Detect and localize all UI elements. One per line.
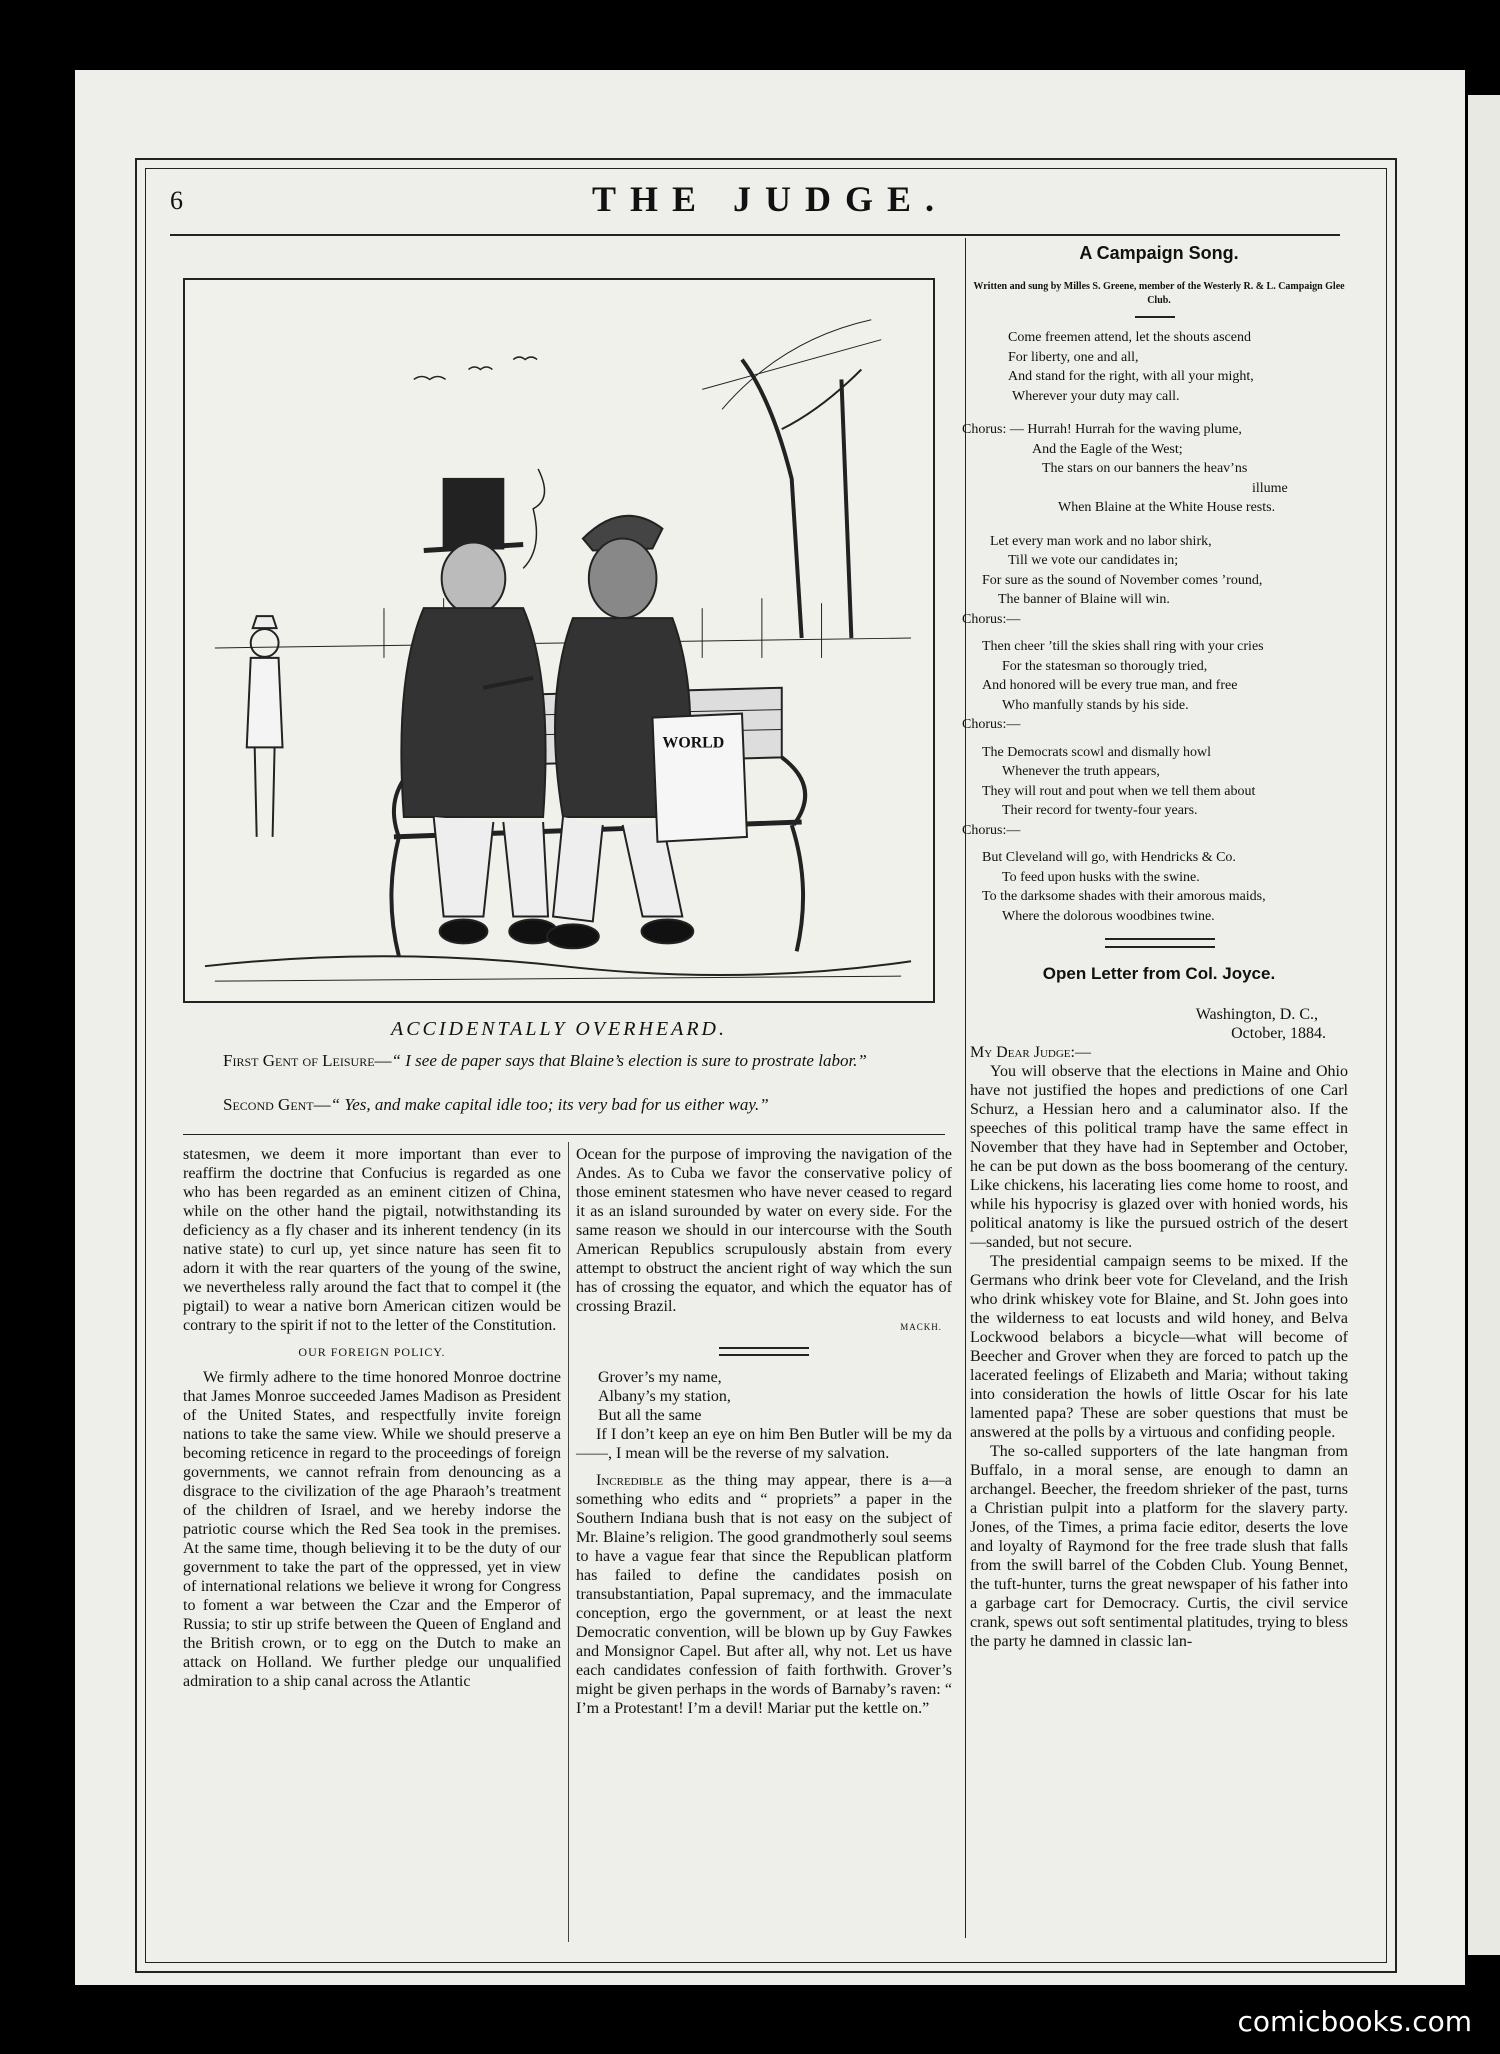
masthead-title: THE JUDGE.: [591, 179, 949, 219]
song-line: Till we vote our candidates in;: [1008, 553, 1179, 568]
song-line: illume: [1252, 480, 1288, 496]
song-chorus-line: Chorus:—: [962, 717, 1021, 732]
newspaper-sign: WORLD: [662, 734, 725, 752]
page-number: 6: [170, 186, 183, 215]
campaign-song-credit: Written and sung by Milles S. Greene, member of the Westerly R. & L. Campaign Glee Club.: [973, 281, 1345, 306]
cartoon-illustration: [183, 278, 935, 1003]
song-line: For sure as the sound of November comes ’round,: [982, 572, 1263, 588]
song-line: Wherever your duty may call.: [1012, 388, 1180, 404]
campaign-song-lyrics: [962, 328, 1352, 926]
campaign-song-title: A Campaign Song.: [1079, 243, 1239, 263]
song-line: To feed upon husks with the swine.: [1002, 869, 1200, 885]
paragraph-3-body: as the thing may appear, there is a—a something who edits and “ propriets” a paper in the Southern Indiana bush that is not easy on the subject of Mr. Blaine’s religion. The good grandmotherly soul seems to have a vague fear that since the Republican platform has failed to define the candidates posish on transubstantiation, Papal supremacy, and the immaculate conception, ergo the government, or at least the next Democratic convention, will be blown up by Guy Fawkes and Monsignor Capel. But after all, why not. Let us have each candidates confession of faith forthwith. Grover’s might be given perhaps in the words of Barnaby’s raven: “ I’m a Protestant! I’m a devil! Mariar put the kettle on.”: [576, 1472, 952, 1717]
section-double-rule: [719, 1347, 809, 1356]
column-divider-left: [568, 1142, 569, 1942]
column-2-paragraph-1: Ocean for the purpose of improving the navigation of the Andes. As to Cuba we favor the conservative policy of those eminent statesmen who have never ceased to regard it as an island surounded by water on every side. For the same reason we should in our intercourse with the South American Republics scrupulously abstain from every attempt to obstruct the ancient right of way which the sun has of crossing the equator, and which the equator has of crossing Brazil.: [576, 1146, 952, 1315]
song-line: The stars on our banners the heav’ns: [1042, 461, 1248, 476]
letter-salutation: My Dear Judge:—: [970, 1044, 1091, 1061]
open-letter-title: Open Letter from Col. Joyce.: [1042, 964, 1276, 983]
song-line: Then cheer ’till the skies shall ring with your cries: [982, 639, 1264, 654]
letter-paragraph-2: The presidential campaign seems to be mixed. If the Germans who drink beer vote for Cleveland, and the Irish who drink whiskey vote for Blaine, and St. John goes into the wilderness to eat locusts and wild honey, and Belva Lockwood belabors a bicycle—what will become of Beecher and Grover when they are forced to patch up the lacerated feelings of Elizabeth and Maria; without taking into consideration the howls of little Oscar for his late lamented papa? These are sober questions that must be answered at the polls by a virtuous and confiding people.: [970, 1253, 1348, 1441]
song-line: Come freemen attend, let the shouts ascend: [1008, 330, 1251, 345]
caption-speaker-2: Second Gent—: [223, 1095, 331, 1114]
cartoon-caption-title: ACCIDENTALLY OVERHEARD.: [390, 1018, 727, 1040]
song-line: Who manfully stands by his side.: [1002, 697, 1189, 713]
column-2-article: [576, 1145, 952, 1718]
song-line: Let every man work and no labor shirk,: [990, 533, 1212, 549]
song-line: And the Eagle of the West;: [1032, 441, 1183, 457]
song-line: The banner of Blaine will win.: [998, 592, 1170, 607]
song-credit-rule: [1135, 316, 1175, 318]
song-line: The Democrats scowl and dismally howl: [982, 744, 1212, 760]
site-watermark: comicbooks.com: [1237, 2005, 1472, 2038]
song-line: Their record for twenty-four years.: [1002, 803, 1198, 818]
column-1-paragraph-1: statesmen, we deem it more important than ever to reaffirm the doctrine that Confucius is regarded as one who has been regarded as an eminent citizen of China, while on the other hand the pigtail, notwithstanding its deficiency as a fly chaser and its inherent tendency (in its native state) to curl up, yet since nature has seen fit to adorn it with the rear quarters of the young of the swine, we nevertheless rally around the fact that to compel it (the pigtail) to wear a native born American citizen would be contrary to the spirit if not to the letter of the Constitution.: [183, 1146, 561, 1334]
song-line: When Blaine at the White House rests.: [1058, 500, 1276, 515]
song-line: Whenever the truth appears,: [1002, 764, 1160, 779]
letter-paragraph-3: The so-called supporters of the late hangman from Buffalo, in a moral sense, are enough to damn an archangel. Beecher, the freedom shrieker of the past, turns a Christian pulpit into a platform for the slavery party. Jones, of the Times, a prima facie editor, deserts the love and loyalty of Raymond for the free trade slush that falls from the swill barrel of the Cobden Club. Young Bennet, the tuft-hunter, turns the great newspaper of his father into a garbage cart for Democracy. Curtis, the civil service crank, spews out soft sentimental platitudes, trying to bless the party he damned in classic lan-: [970, 1443, 1348, 1650]
song-line: For the statesman so thorougly tried,: [1002, 658, 1208, 674]
caption-speaker-1: First Gent of Leisure—: [223, 1051, 392, 1070]
song-chorus-line: Chorus:—: [962, 822, 1021, 838]
column-2-paragraph-3: [576, 1471, 952, 1718]
column-1-paragraph-2: We firmly adhere to the time honored Monroe doctrine that James Monroe succeeded James Madison as President of the United States, and respectfully invite foreign nations to take the same view. While we should preserve a becoming reticence in regard to the proceedings of foreign governments, we cannot refrain from denouncing as a disgrace to the civilization of the age Pharaoh’s treatment of the children of Israel, and we hereby indorse the patriotic course which the Red Sea took in the premises. At the same time, though believing it to be the duty of our government to take the part of the oppressed, yet in view of international relations we believe it wrong for Congress to foment a war between the Czar and the Emperor of Russia; to stir up strife between the Queen of England and the British crown, or to egg on the Dutch to make an attack on Holland. We further pledge our unqualified admiration to a ship canal across the Atlantic: [183, 1369, 561, 1690]
song-line: To the darksome shades with their amorous maids,: [982, 889, 1266, 904]
song-line: But Cleveland will go, with Hendricks & Co.: [982, 850, 1236, 865]
song-line: And honored will be every true man, and free: [982, 678, 1238, 693]
song-line: They will rout and pout when we tell them about: [982, 783, 1256, 799]
verse-line-3: But all the same: [598, 1407, 702, 1424]
caption-quote-2: “ Yes, and make capital idle too; its very bad for us either way.”: [330, 1095, 769, 1114]
letter-date: October, 1884.: [1231, 1025, 1326, 1042]
column-2-paragraph-2: If I don’t keep an eye on him Ben Butler will be my da——, I mean will be the reverse of my salvation.: [576, 1426, 952, 1462]
letter-paragraph-1: You will observe that the elections in Maine and Ohio have not justified the hopes and predictions of one Carl Schurz, a Hessian hero and a caluminator also. If the speeches of this political tramp have the same effect in November that they have had in September and October, he can be put down as the boss boomerang of the century. Like chickens, his lacerating lies come home to roost, and while his hypocrisy is glazed over with honied words, his political anatomy is like the pursued ostrich of the desert —sanded, but not secure.: [970, 1063, 1348, 1251]
song-chorus-line: Chorus: — Hurrah! Hurrah for the waving plume,: [962, 422, 1242, 437]
caption-quote-1: “ I see de paper says that Blaine’s election is sure to prostrate labor.”: [391, 1051, 867, 1070]
header-rule: [170, 234, 1340, 236]
section-ornament-rule: [1105, 938, 1215, 948]
song-line: For liberty, one and all,: [1008, 349, 1139, 365]
open-letter-article: [970, 1005, 1348, 1651]
adjacent-page-edge: [1468, 95, 1500, 1955]
cartoon-drawing: [185, 280, 933, 1001]
verse-line-1: Grover’s my name,: [598, 1369, 722, 1386]
subhead-foreign-policy: OUR FOREIGN POLICY.: [298, 1345, 446, 1359]
author-signature: MACKH.: [900, 1322, 942, 1332]
caption-rule: [183, 1134, 945, 1135]
paragraph-lead-word: Incredible: [596, 1472, 664, 1489]
grover-verse: [576, 1368, 952, 1425]
caption-second-gent: [183, 1094, 935, 1116]
song-line: Where the dolorous woodbines twine.: [1002, 908, 1215, 924]
letter-place: Washington, D. C.,: [1195, 1006, 1318, 1023]
column-1-article: [183, 1145, 561, 1691]
verse-line-2: Albany’s my station,: [598, 1388, 731, 1405]
caption-first-gent: [183, 1050, 935, 1072]
song-chorus-line: Chorus:—: [962, 611, 1021, 627]
song-line: And stand for the right, with all your might,: [1008, 369, 1254, 384]
